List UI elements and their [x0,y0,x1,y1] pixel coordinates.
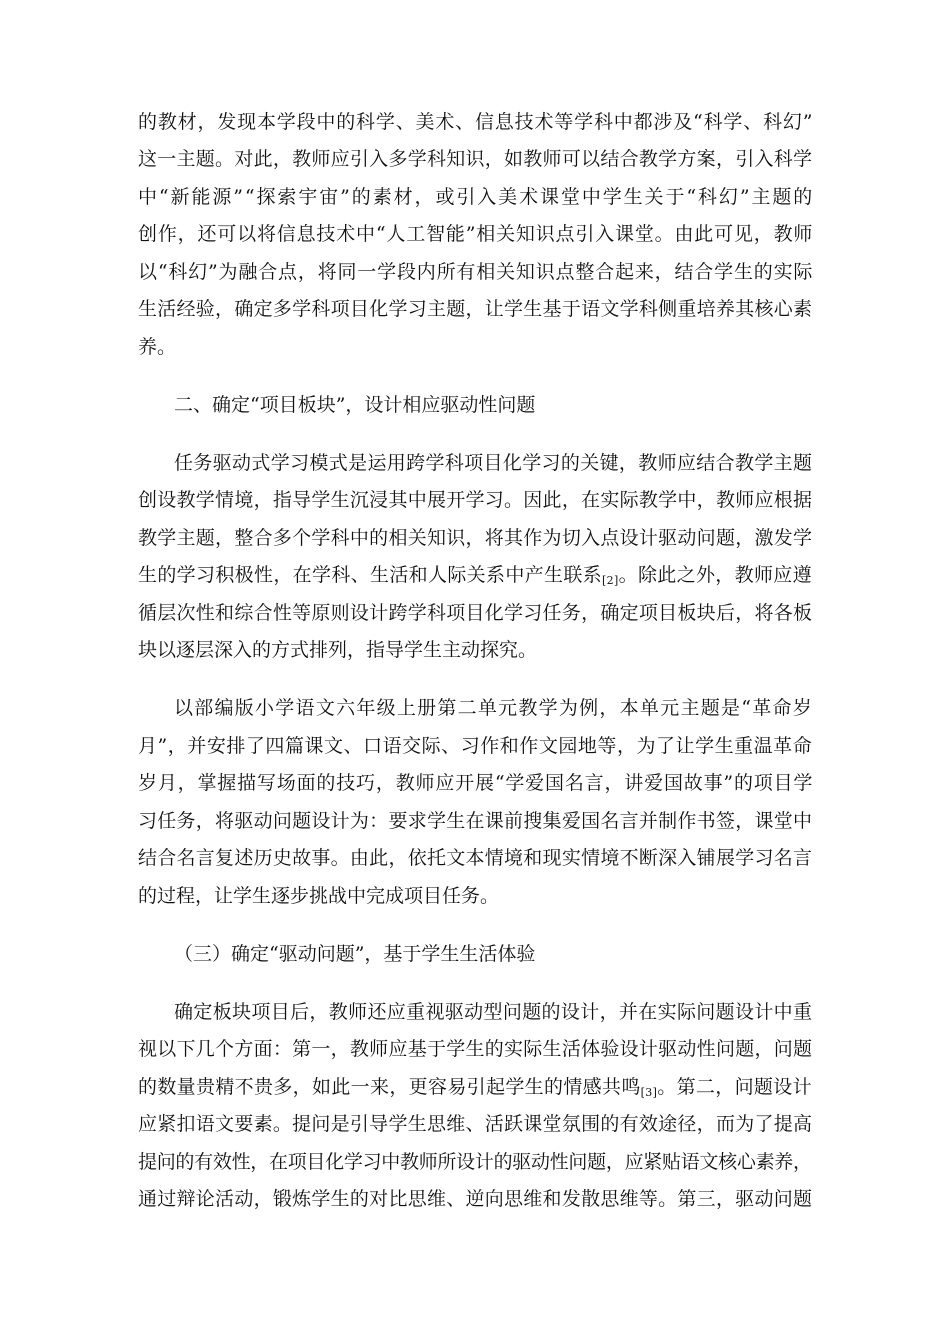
text-line: 确定板块项目后，教师还应重视驱动型问题的设计，并在实际问题设计中重 [174,1001,813,1023]
text-line: 以部编版小学语文六年级上册第二单元教学为例，本单元主题是“革命岁 [174,697,813,719]
text-line: 创设教学情境，指导学生沉浸其中展开学习。因此，在实际教学中，教师应根据 [138,489,813,511]
citation-marker: [2] [602,574,619,587]
text-line: 循层次性和综合性等原则设计跨学科项目化学习任务，确定项目板块后，将各板 [138,602,813,624]
text-line: 创作，还可以将信息技术中“人工智能”相关知识点引入课堂。由此可见，教师 [138,223,814,245]
text-line: 习任务，将驱动问题设计为：要求学生在课前搜集爱国名言并制作书签，课堂中 [138,810,813,832]
text-line: 教学主题，整合多个学科中的相关知识，将其作为切入点设计驱动问题，激发学 [138,527,813,549]
text-line: 中“新能源”“探索宇宙”的素材，或引入美术课堂中学生关于“科幻”主题的 [138,186,815,208]
text-line: 通过辩论活动，锻炼学生的对比思维、逆向思维和发散思维等。第三，驱动问题 [138,1188,813,1210]
citation-marker: [3] [640,1086,658,1099]
text-line: 的教材，发现本学段中的科学、美术、信息技术等学科中都涉及“科学、科幻” [138,111,814,133]
text-line: 任务驱动式学习模式是运用跨学科项目化学习的关键，教师应结合教学主题 [174,452,813,474]
text-line: 月”，并安排了四篇课文、口语交际、习作和作文园地等，为了让学生重温革命 [138,735,813,757]
text-line: 结合名言复述历史故事。由此，依托文本情境和现实情境不断深入铺展学习名言 [138,847,813,869]
text-line: 生活经验，确定多学科项目化学习主题，让学生基于语文学科侧重培养其核心素 [138,298,813,320]
text-line-with-citation: 生的学习积极性，在学科、生活和人际关系中产生联系$_{[2]}$。除此之外，教师应遵 [138,564,812,587]
text-line: 以“科幻”为融合点，将同一学段内所有相关知识点整合起来，结合学生的实际 [138,261,814,283]
section-heading: （三）确定“驱动问题”，基于学生生活体验 [174,943,536,965]
text-line: 岁月，掌握描写场面的技巧，教师应开展“学爱国名言，讲爱国故事”的项目学 [138,772,814,794]
text-line: 块以逐层深入的方式排列，指导学生主动探究。 [138,639,538,661]
text-line: 应紧扣语文要素。提问是引导学生思维、活跃课堂氛围的有效途径，而为了提高 [138,1113,813,1135]
section-heading: 二、确定“项目板块”，设计相应驱动性问题 [174,394,536,416]
text-line: 视以下几个方面：第一，教师应基于学生的实际生活体验设计驱动性问题，问题 [138,1038,813,1060]
text-line: 提问的有效性，在项目化学习中教师所设计的驱动性问题，应紧贴语文核心素养， [138,1151,812,1173]
text-line: 养。 [138,336,177,358]
text-line: 的过程，让学生逐步挑战中完成项目任务。 [138,885,500,907]
text-line: 这一主题。对此，教师应引入多学科知识，如教师可以结合教学方案，引入科学 [138,148,813,170]
text-line-with-citation: 的数量贵精不贵多，如此一来，更容易引起学生的情感共鸣$_{[3]}$。第二，问题设计 [138,1076,812,1099]
